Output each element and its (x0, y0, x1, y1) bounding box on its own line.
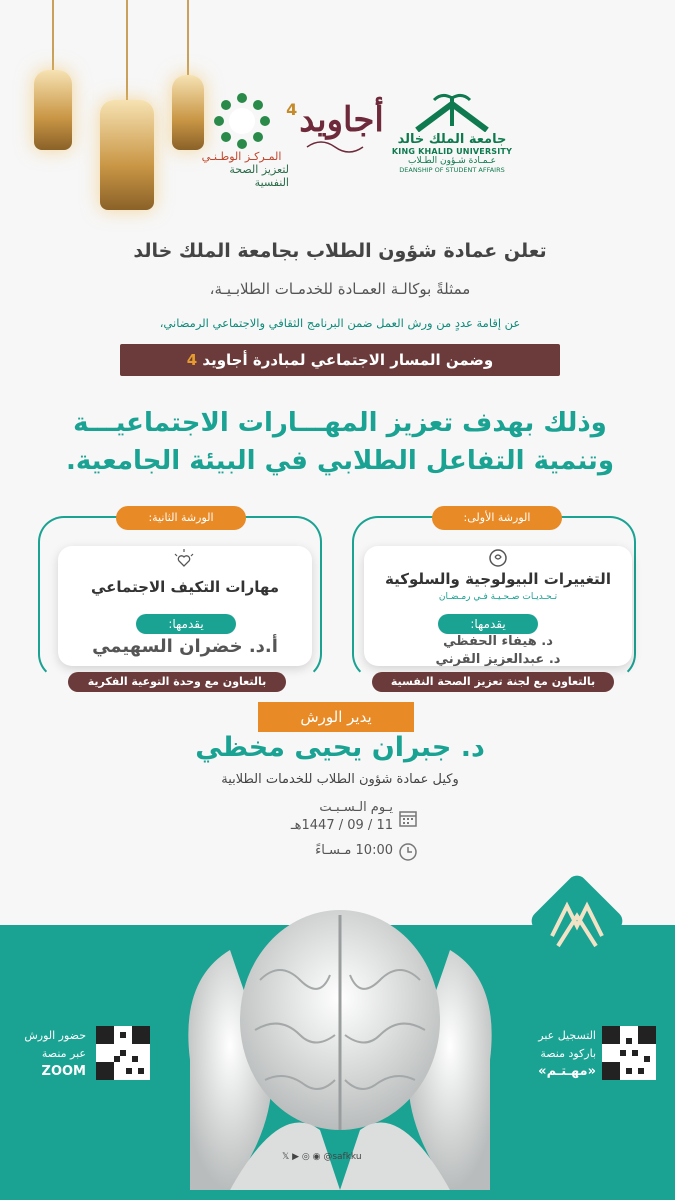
workshop-1-presenter-label: يقدمها: (438, 614, 538, 634)
workshop-2-title: مهارات التكيف الاجتماعي (90, 578, 280, 596)
zoom-line3: ZOOM (41, 1064, 86, 1079)
social-handle-row (282, 1152, 362, 1162)
brain-profile-icon (488, 548, 508, 568)
initiative-number: 4 (186, 351, 198, 369)
ncmh-line2: لتعزيز الصحة النفسية (229, 163, 289, 189)
zoom-qr-code[interactable] (96, 1026, 150, 1080)
moderator-role: وكيل عمادة شؤون الطلاب للخدمات الطلابية (221, 772, 459, 787)
workshop-1-collab: بالتعاون مع لجنة تعزيز الصحة النفسية (372, 672, 614, 692)
social-icons: 𝕏 ▶ ◎ ◉ (282, 1152, 324, 1162)
goal-line1: وذلك بهدف تعزيز المهـــارات الاجتماعيـــة (73, 408, 607, 438)
goal-line2: وتنمية التفاعل الطلابي في البيئة الجامعية. (66, 446, 614, 476)
workshop-1-presenter-2: د. عبدالعزيز القرني (435, 652, 561, 667)
workshop-2-presenter: أ.د. خضران السهيمي (92, 636, 278, 657)
event-day: يـوم الـسـبـت (319, 800, 393, 815)
reg-line3: «مهـتـم» (538, 1064, 596, 1079)
ajaweed-title: أجاويد (299, 100, 384, 140)
palm-logo-icon (407, 92, 497, 132)
ncmh-line1: المـركـز الوطـنـي (201, 150, 282, 163)
zoom-line2: عبر منصة (41, 1047, 86, 1060)
deanship-ar: عـمـادة شـؤون الطـلاب (408, 156, 496, 166)
workshop-2-presenter-label: يقدمها: (136, 614, 236, 634)
announce-line3: عن إقامة عددٍ من ورش العمل ضمن البرنامج الثقافي والاجتماعي الرمضاني، (159, 316, 521, 330)
workshop-2-tag: الورشة الثانية: (116, 506, 246, 530)
wellbeing-ring-icon (213, 92, 271, 150)
kku-name-ar: جامعة الملك خالد (397, 132, 507, 147)
kku-logo (382, 92, 522, 174)
event-date: 11 / 09 / 1447هـ (290, 818, 393, 833)
initiative-bar (120, 344, 560, 376)
kku-name-en: KING KHALID UNIVERSITY (391, 147, 513, 156)
reg-line1: التسجيل عبر (538, 1029, 596, 1042)
ajaweed-number: 4 (286, 100, 298, 119)
moderator-name: د. جبران يحيى مخظي (195, 732, 485, 763)
workshop-1-subtitle: تـحـديـات صـحـيـة فـي رمـضـان (438, 592, 558, 602)
workshop-1-presenter-1: د. هيفاء الحفظي (443, 634, 553, 649)
event-time: 10:00 مـسـاءً (315, 843, 393, 858)
heart-idea-icon (172, 548, 196, 572)
hands-brain-illustration (170, 860, 510, 1190)
initiative-text: وضمن المسار الاجتماعي لمبادرة أجاويد (202, 351, 494, 369)
clock-icon (398, 842, 418, 862)
workshop-2-collab: بالتعاون مع وحدة التوعية الفكرية (68, 672, 286, 692)
deanship-en: DEANSHIP OF STUDENT AFFAIRS (399, 166, 505, 174)
lantern-decoration (92, 0, 162, 215)
workshop-1-title: التغييرات البيولوجية والسلوكية (385, 570, 611, 588)
ajaweed-logo (286, 100, 384, 154)
ncmh-logo (194, 92, 289, 189)
zoom-line1: حضور الورش (24, 1029, 86, 1042)
calendar-icon (398, 808, 418, 828)
social-handle[interactable]: @safkku (323, 1152, 362, 1162)
lantern-decoration (28, 0, 78, 160)
registration-qr-code[interactable] (602, 1026, 656, 1080)
announce-line1: تعلن عمادة شؤون الطلاب بجامعة الملك خالد (133, 240, 547, 262)
moderator-tag: يدير الورش (258, 702, 414, 732)
announce-line2: ممثلةً بوكالـة العمـادة للخدمـات الطلابـيـة، (209, 280, 471, 298)
mohtam-logo-icon (522, 866, 632, 976)
ornament-icon (305, 140, 365, 154)
workshop-1-tag: الورشة الأولى: (432, 506, 562, 530)
reg-line2: باركود منصة (540, 1047, 596, 1060)
